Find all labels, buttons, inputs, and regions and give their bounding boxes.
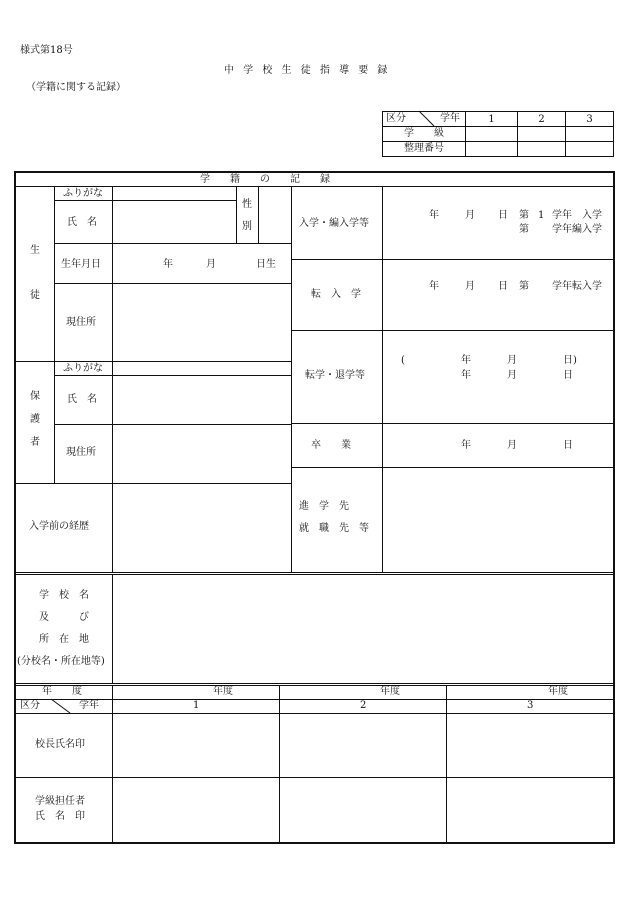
section-title: 学 籍 の 記 録 — [200, 174, 330, 185]
teacher-seal-label: 学級担任者 — [35, 796, 85, 807]
guardian-name-label: 氏 名 — [67, 394, 97, 405]
admission-day: 日 — [498, 210, 508, 221]
page-subtitle: （学籍に関する記録） — [26, 82, 126, 93]
student-sex-field[interactable] — [259, 187, 291, 243]
pre-history-field[interactable] — [113, 484, 291, 572]
student-address-label: 現住所 — [66, 317, 96, 328]
form-number: 様式第18号 — [20, 45, 73, 56]
transfer-in-dai: 第 — [519, 281, 529, 292]
birth-day-unit: 日生 — [256, 259, 276, 270]
graduation-year: 年 — [461, 440, 471, 451]
principal-seal-cell[interactable] — [113, 714, 279, 777]
guardian-group-label: 保 — [30, 391, 40, 402]
transfer-in-label: 転 入 学 — [311, 289, 361, 300]
withdraw-month-2: 月 — [507, 370, 517, 381]
grade-table-grade-3: 3 — [586, 114, 593, 125]
next-employment-label: 就 職 先 等 — [299, 523, 369, 534]
student-name-label: 氏 名 — [67, 217, 97, 228]
graduation-day: 日 — [563, 440, 573, 451]
nendo-header: 年 度 — [42, 686, 82, 697]
next-path-field[interactable] — [383, 468, 613, 572]
grade-table-grade-2: 2 — [538, 114, 545, 125]
graduation-month: 月 — [507, 440, 517, 451]
admission-line2-suffix: 学年編入学 — [552, 224, 602, 235]
withdraw-label: 転学・退学等 — [305, 370, 365, 381]
student-furigana-field[interactable] — [113, 187, 236, 200]
grade-table-number-label: 整理番号 — [404, 143, 444, 154]
graduation-label: 卒 業 — [311, 440, 351, 451]
transfer-in-day: 日 — [498, 281, 508, 292]
withdraw-year-1: 年 — [461, 355, 471, 366]
principal-seal-cell[interactable] — [447, 714, 613, 777]
guardian-name-field[interactable] — [113, 376, 291, 424]
teacher-seal-cell[interactable] — [280, 778, 446, 842]
student-sex-label: 別 — [242, 221, 252, 232]
school-name-field[interactable] — [113, 575, 613, 683]
transfer-in-year: 年 — [429, 281, 439, 292]
years-grade-2: 2 — [360, 700, 367, 711]
student-address-field[interactable] — [113, 284, 291, 361]
guardian-group-label: 者 — [30, 437, 40, 448]
withdraw-day-1: 日) — [563, 355, 577, 366]
guardian-address-label: 現住所 — [66, 447, 96, 458]
school-location-label: 所 在 地 — [39, 634, 89, 645]
teacher-seal-label: 氏 名 印 — [35, 811, 85, 822]
birth-year-unit: 年 — [163, 259, 173, 270]
admission-grade-num: 1 — [538, 210, 545, 221]
withdraw-paren-open: ( — [401, 355, 405, 366]
school-name-label: 学 校 名 — [39, 590, 89, 601]
grade-table-grade-1: 1 — [488, 114, 495, 125]
student-furigana-label: ふりがな — [63, 188, 103, 199]
guardian-address-field[interactable] — [113, 425, 291, 483]
admission-label: 入学・編入学等 — [299, 218, 369, 229]
admission-dai: 第 — [519, 210, 529, 221]
page-title: 中 学 校 生 徒 指 導 要 録 — [224, 65, 391, 76]
student-birth-label: 生年月日 — [61, 259, 101, 270]
transfer-in-suffix: 学年転入学 — [552, 281, 602, 292]
years-grade-1: 1 — [193, 700, 200, 711]
admission-month: 月 — [465, 210, 475, 221]
teacher-seal-cell[interactable] — [447, 778, 613, 842]
grade-table-kubun-label: 区分 — [386, 113, 406, 124]
years-kubun-label: 区分 — [20, 700, 40, 711]
nendo-3: 年度 — [548, 686, 568, 697]
withdraw-day-2: 日 — [563, 370, 573, 381]
admission-year: 年 — [429, 210, 439, 221]
student-name-field[interactable] — [113, 201, 236, 243]
school-branch-label: (分校名・所在地等) — [17, 656, 105, 667]
admission-line2-dai: 第 — [519, 224, 529, 235]
teacher-seal-cell[interactable] — [113, 778, 279, 842]
student-group-label: 生 — [30, 245, 40, 256]
guardian-group-label: 護 — [30, 414, 40, 425]
withdraw-year-2: 年 — [461, 370, 471, 381]
student-group-label: 徒 — [30, 290, 40, 301]
student-sex-label: 性 — [242, 199, 252, 210]
grade-table-gakunen-label: 学年 — [440, 113, 460, 124]
grade-table-class-label: 学 級 — [404, 128, 444, 139]
admission-line1-suffix: 学年 入学 — [552, 210, 602, 221]
principal-seal-label: 校長氏名印 — [35, 739, 85, 750]
school-oyobi-label: 及 び — [39, 612, 89, 623]
guardian-furigana-field[interactable] — [113, 362, 291, 375]
years-gakunen-label: 学年 — [79, 700, 99, 711]
transfer-in-month: 月 — [465, 281, 475, 292]
nendo-1: 年度 — [213, 686, 233, 697]
principal-seal-cell[interactable] — [280, 714, 446, 777]
pre-history-label: 入学前の経歴 — [29, 521, 89, 532]
nendo-2: 年度 — [380, 686, 400, 697]
birth-month-unit: 月 — [206, 259, 216, 270]
years-grade-3: 3 — [527, 700, 534, 711]
guardian-furigana-label: ふりがな — [63, 363, 103, 374]
next-school-label: 進 学 先 — [299, 501, 349, 512]
withdraw-month-1: 月 — [507, 355, 517, 366]
